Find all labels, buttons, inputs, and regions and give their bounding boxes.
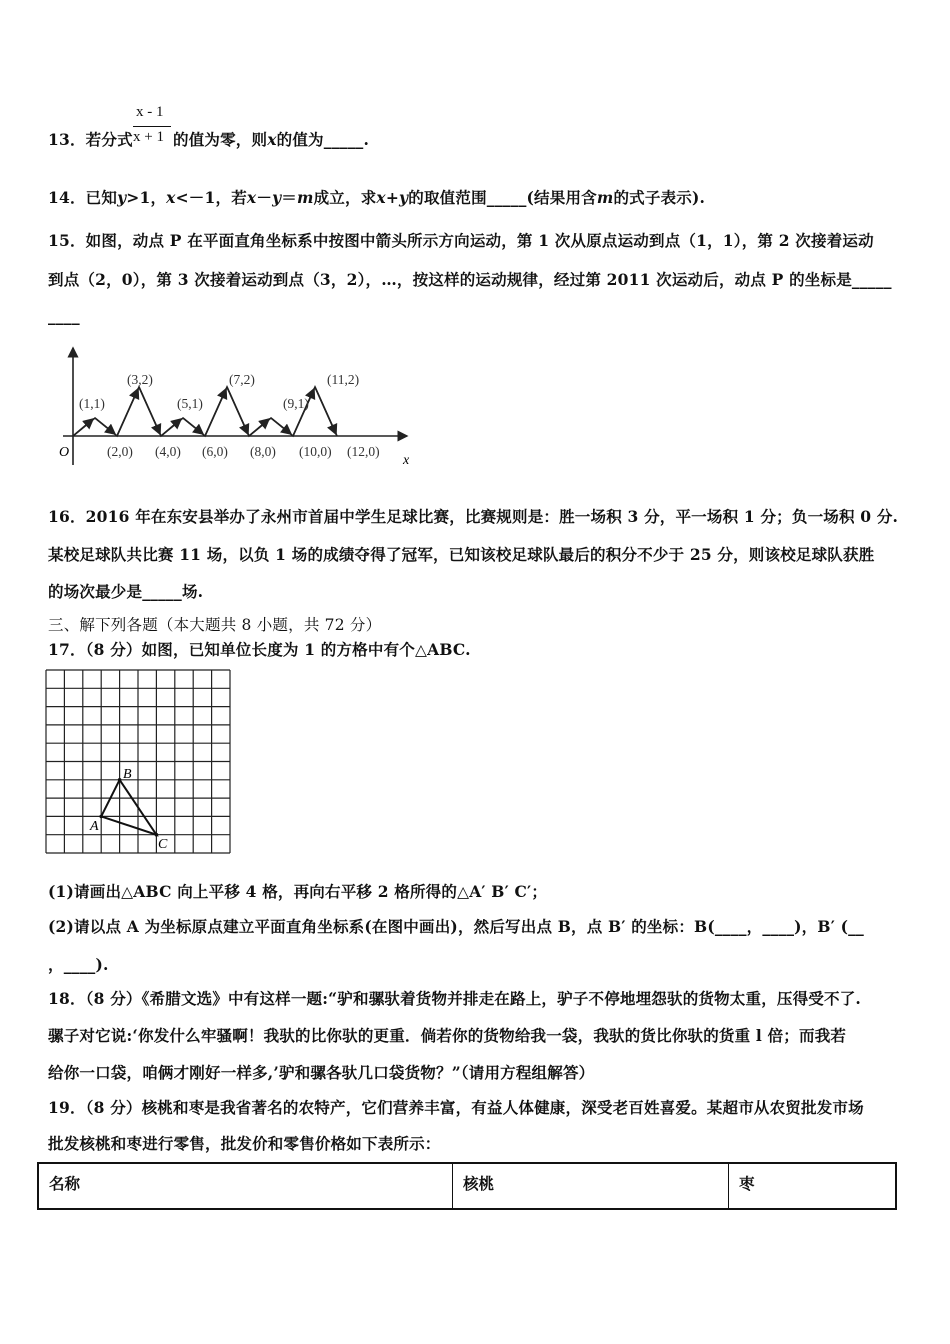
table-header-jujube: 枣: [729, 1163, 897, 1209]
price-table: [37, 1162, 897, 1210]
vertex-c-label: C: [158, 837, 168, 852]
q17-title: 17．（8 分）如图，已知单位长度为 1 的方格中有个△ABC.: [48, 640, 471, 659]
grid-figure: [44, 668, 234, 856]
q18-line3: 给你一口袋，咱俩才刚好一样多,’驴和骡各驮几口袋货物？”（请用方程组解答）: [48, 1063, 595, 1082]
vertex-a-label: A: [90, 819, 99, 834]
origin-label: O: [59, 445, 70, 460]
q16-line3: 的场次最少是_____场.: [48, 582, 204, 601]
table-header-walnut: 核桃: [453, 1163, 729, 1209]
q15-line1: 15．如图，动点 P 在平面直角坐标系中按图中箭头所示方向运动，第 1 次从原点运动到点（1，1），第 2 次接着运动: [48, 231, 874, 250]
q15-line3: ____: [48, 306, 80, 325]
q15-line2: 到点（2，0），第 3 次接着运动到点（3，2），…，按这样的运动规律，经过第 2011 次运动后，动点 P 的坐标是_____: [48, 270, 892, 289]
base-label: (4,0): [155, 444, 181, 459]
base-label: (2,0): [107, 444, 133, 459]
q19-line1: 19．（8 分）核桃和枣是我省著名的农特产，它们营养丰富，有益人体健康，深受老百姓喜爱。某超市从农贸批发市场: [48, 1098, 864, 1117]
table-header-name: 名称: [38, 1163, 453, 1209]
q19-line2: 批发核桃和枣进行零售，批发价和零售价格如下表所示：: [48, 1134, 441, 1153]
peak-label: (11,2): [327, 372, 360, 387]
question-14: 14．已知y>1，x<－1，若x－y＝m成立，求x+y的取值范围_____(结果用含m的式子表示).: [48, 188, 706, 207]
peak-label: (9,1): [283, 396, 309, 411]
q13-text: 的值为零，则x的值为_____.: [173, 130, 370, 149]
fraction-bar: [133, 126, 171, 127]
q18-line2: 骡子对它说:‘你发什么牢骚啊！我驮的比你驮的更重．倘若你的货物给我一袋，我驮的货比你驮的货重 l 倍；而我若: [48, 1026, 847, 1045]
peak-label: (1,1): [79, 396, 105, 411]
section-3-heading: 三、解下列各题（本大题共 8 小题，共 72 分）: [48, 616, 382, 634]
vertex-b-label: B: [123, 767, 132, 782]
base-label: (6,0): [202, 444, 228, 459]
x-axis-label: x: [403, 453, 410, 468]
triangle-abc: [101, 780, 156, 835]
base-label: (8,0): [250, 444, 276, 459]
zigzag-motion-figure: [55, 340, 415, 470]
q16-line2: 某校足球队共比赛 11 场，以负 1 场的成绩夺得了冠军，已知该校足球队最后的积分不少于 25 分，则该校足球队获胜: [48, 545, 875, 564]
q16-line1: 16．2016 年在东安县举办了永州市首届中学生足球比赛，比赛规则是：胜一场积 3 分，平一场积 1 分；负一场积 0 分.: [48, 507, 899, 526]
base-label: (12,0): [347, 444, 380, 459]
peak-label: (7,2): [229, 372, 255, 387]
fraction-numerator: x - 1: [136, 104, 164, 120]
q17-sub2a: (2)请以点 A 为坐标原点建立平面直角坐标系(在图中画出)，然后写出点 B，点 B′ 的坐标：B(____，____)，B′ (__: [48, 917, 865, 936]
base-label: (10,0): [299, 444, 332, 459]
q17-sub2b: ，____).: [48, 955, 109, 974]
peak-label: (5,1): [177, 396, 203, 411]
q13-label: 13．若分式: [48, 130, 133, 149]
q18-line1: 18．（8 分）《希腊文选》中有这样一题:“驴和骡驮着货物并排走在路上，驴子不停地埋怨驮的货物太重，压得受不了.: [48, 989, 861, 1008]
table-row: [38, 1163, 896, 1209]
peak-label: (3,2): [127, 372, 153, 387]
q17-sub1: (1)请画出△ABC 向上平移 4 格，再向右平移 2 格所得的△A′ B′ C′；: [48, 882, 548, 901]
fraction-denominator: x + 1: [133, 129, 164, 145]
zigzag-path: [73, 387, 337, 436]
